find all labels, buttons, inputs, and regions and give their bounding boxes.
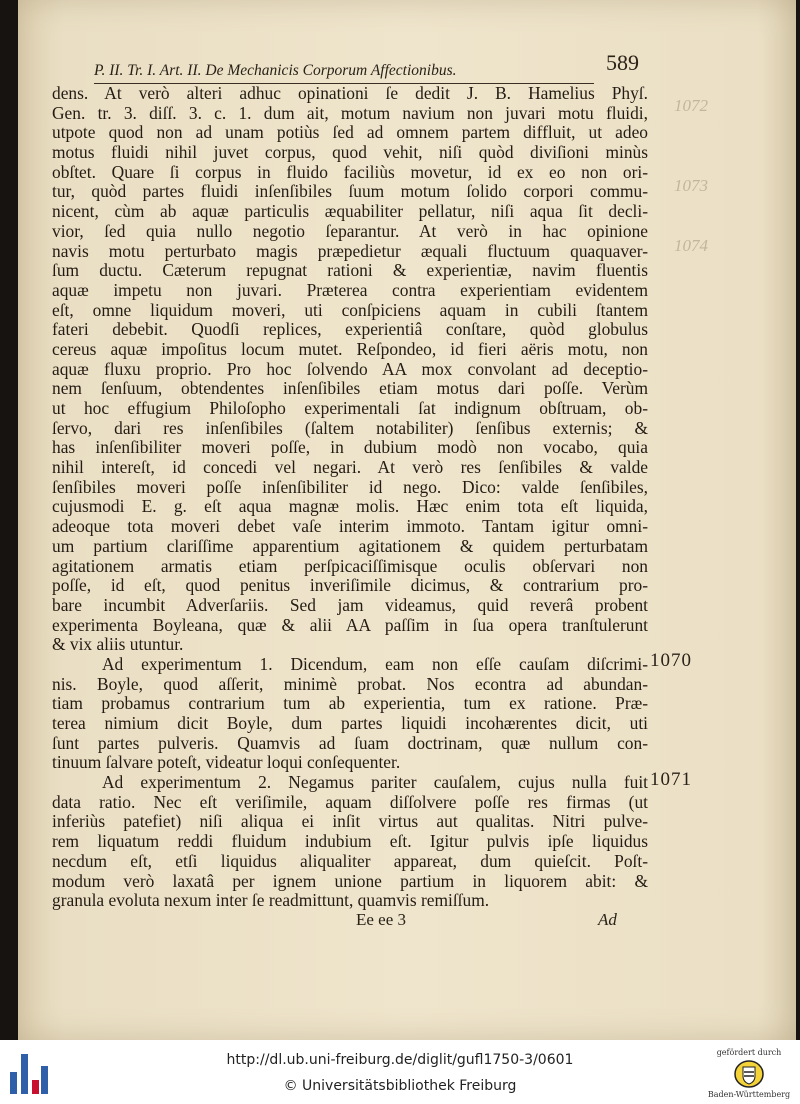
text-line: nis. Boyle, quod aſſerit, minimè probat. Nos econtra ad abundan- <box>52 673 648 694</box>
text-line: fateri debebit. Quodſi replices, experientiâ conſtare, quòd globulus <box>52 319 648 340</box>
text-line: vior, ſed quia nullo negotio ſeparantur. At verò in hac opinione <box>52 220 648 241</box>
text-line: ſum ductu. Cæterum repugnat rationi & experientiæ, navim fluentis <box>52 260 648 281</box>
text-line: aquæ impetu non juvari. Præterea contra experientiam evidentem <box>52 279 648 300</box>
text-line: cujusmodi E. g. eſt aqua magnæ molis. Hæc enim tota eſt liquida, <box>52 496 648 517</box>
text-line: bare incumbit Adverſariis. Sed jam videamus, quid reverâ probent <box>52 594 648 615</box>
text-line: terea nimium dicit Boyle, dum partes liquidi incohærentes dicit, uti <box>52 713 648 733</box>
book-page <box>18 0 796 1040</box>
permalink-url[interactable]: http://dl.ub.uni-freiburg.de/diglit/gufl1750-3/0601 <box>226 1052 574 1068</box>
sponsor-label: gefördert durch <box>716 1048 782 1057</box>
copyright-notice: © Universitätsbibliothek Freiburg <box>283 1078 517 1094</box>
text-line: nem ſenſuum, obtendentes inſenſibiles etiam motus dari poſſe. Verùm <box>52 378 648 399</box>
text-line: inferiùs patefiet) niſi aliqua ei inſit virtus aut qualitas. Nitri pulve- <box>52 811 648 832</box>
text-line: motus fluidi nihil juvet corpus, quod vehit, niſi quòd diviſioni minùs <box>52 142 648 163</box>
text-line: ut hoc effugium Philoſopho experimentali ſat indignum obſtruam, ob- <box>52 398 648 418</box>
text-line: data ratio. Nec eſt veriſimile, aquam diſſolvere poſſe res firmas (ut <box>52 791 648 812</box>
text-line: necdum eſt, etſi liquidus aliqualiter appareat, dum quieſcit. Poſt- <box>52 850 648 871</box>
text-line: adeoque tota moveri debet vaſe interim immoto. Tantam igitur omni- <box>52 516 648 537</box>
faint-show-through-number: 1073 <box>674 176 708 195</box>
text-line: eſt, omne liquidum moveri, uti conſpiciens aquam in cubili ſtantem <box>52 299 648 320</box>
text-line: tinuum ſalvare poteſt, videatur loqui conſequenter. <box>52 752 401 773</box>
sponsor-logo <box>706 1048 792 1100</box>
text-line: utpote quod non ad unam potiùs ſed ad omnem partem diffluit, ut adeo <box>52 122 648 143</box>
text-line: nicent, cùm ab aquæ particulis æquabiliter pellatur, niſi aqua ſit decli- <box>52 201 648 222</box>
text-line: & vix aliis utuntur. <box>52 634 184 655</box>
text-line: ſervo, dari res inſenſibiles (ſaltem notabiliter) ſenſibus externis; & <box>52 417 648 438</box>
faint-show-through-number: 1072 <box>674 96 708 115</box>
text-line: cereus aquæ impoſitus locum mutet. Reſpondeo, id fieri aëris motu, non <box>52 338 648 359</box>
text-line: aquæ fluxu proprio. Pro hoc ſolvendo AA mox convolant ad deceptio- <box>52 358 648 379</box>
faint-show-through-number: 1074 <box>674 236 708 255</box>
text-line: tur, quòd partes fluidi inſenſibiles ſuum motum ſolido corpori commu- <box>52 181 648 202</box>
text-line: tiam probamus contrarium tum ab experientia, tum ex ratione. Præ- <box>52 693 648 714</box>
viewer-footer <box>0 1040 800 1104</box>
body-text <box>52 84 648 911</box>
sponsor-name: Baden-Württemberg <box>707 1090 791 1099</box>
catchword: Ad <box>598 910 617 929</box>
text-line: ſenſibiles moveri poſſe inſenſibiliter id nego. Dico: valde ſenſibiles, <box>52 476 648 497</box>
baden-wuerttemberg-crest-icon <box>734 1059 764 1089</box>
text-line: Ad experimentum 1. Dicendum, eam non eſſe cauſam diſcrimi- <box>102 653 648 674</box>
text-line: experimenta Boyleana, quæ & alii AA paſſim in ſua opera tranſtulerunt <box>52 614 648 635</box>
text-line: navis motu perturbato magis præpedietur æquali fluctuum quaquaver- <box>52 240 648 261</box>
margin-number-1070: 1070 <box>650 650 692 671</box>
text-line: has inſenſibiliter moveri poſſe, in dubium modò non vocabo, quia <box>52 437 648 458</box>
text-line: dens. At verò alteri adhuc opinationi ſe dedit J. B. Hamelius Phyſ. <box>52 83 648 103</box>
text-line: nihil intereſt, id concedi vel negari. At verò res ſenſibiles & valde <box>52 457 648 478</box>
text-line: granula evoluta nexum inter ſe readmittunt, quamvis remiſſum. <box>52 890 490 911</box>
text-line: modum verò laxatâ per ignem unione partium in liquorem abit: & <box>52 870 648 891</box>
text-line: Ad experimentum 2. Negamus pariter cauſalem, cujus nulla fuit <box>102 772 648 793</box>
text-line: agitationem armatis etiam perſpicaciſſimisque oculis obſervari non <box>52 555 648 576</box>
text-line: obſtet. Quare ſi corpus in fluido faciliùs movetur, id ex eo non ori- <box>52 161 648 182</box>
margin-number-1071: 1071 <box>650 769 692 790</box>
text-line: Gen. tr. 3. diſſ. 3. c. 1. dum ait, motum navium non juvari motu fluidi, <box>52 102 648 123</box>
text-line: ſunt partes pulveris. Quamvis ad ſuam doctrinam, quæ nullum con- <box>52 732 648 753</box>
text-line: poſſe, id eſt, quod penitus inveriſimile dicimus, & contrarium pro- <box>52 575 648 596</box>
page-header <box>94 50 654 84</box>
running-title: P. II. Tr. I. Art. II. De Mechanicis Corporum Affectionibus. <box>94 62 457 79</box>
page-number: 589 <box>606 50 639 75</box>
text-line: rem liquatum reddi fluidum indubium eſt. Igitur pulvis ipſe liquidus <box>52 831 648 852</box>
text-line: um partium clariſſime apparentium agitationem & quidem perturbatam <box>52 535 648 556</box>
signature-mark: Ee ee 3 <box>356 910 407 929</box>
